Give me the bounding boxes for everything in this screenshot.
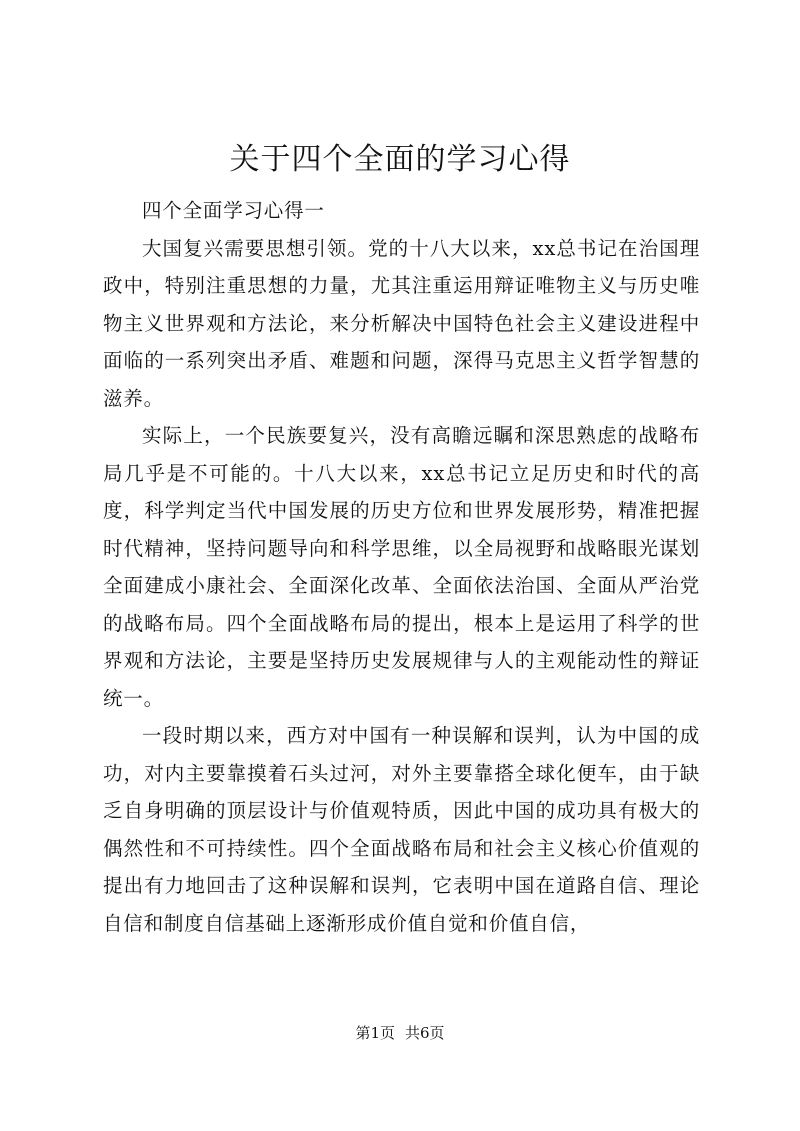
page-total: 共6页: [405, 1024, 445, 1042]
document-title: 关于四个全面的学习心得: [229, 142, 571, 177]
page-number: 第1页: [355, 1024, 395, 1042]
paragraph: 大国复兴需要思想引领。党的十八大以来，xx总书记在治国理政中，特别注重思想的力量，尤其注重运用辩证唯物主义与历史唯物主义世界观和方法论，来分析解决中国特色社会主义建设进程中面临的一系列突出矛盾、难题和问题，深得马克思主义哲学智慧的滋养。: [103, 236, 700, 410]
section-subtitle: 四个全面学习心得一: [142, 199, 325, 222]
paragraph: 一段时期以来，西方对中国有一种误解和误判，认为中国的成功，对内主要靠摸着石头过河，对外主要靠搭全球化便车，由于缺乏自身明确的顶层设计与价值观特质，因此中国的成功具有极大的偶然性和不可持续性。四个全面战略布局和社会主义核心价值观的提出有力地回击了这种误解和误判，它表明中国在道路自信、理论自信和制度自信基础上逐渐形成价值自觉和价值自信，: [103, 724, 700, 935]
paragraph: 实际上，一个民族要复兴，没有高瞻远瞩和深思熟虑的战略布局几乎是不可能的。十八大以来，xx总书记立足历史和时代的高度，科学判定当代中国发展的历史方位和世界发展形势，精准把握时代精神，坚持问题导向和科学思维，以全局视野和战略眼光谋划全面建成小康社会、全面深化改革、全面依法治国、全面从严治党的战略布局。四个全面战略布局的提出，根本上是运用了科学的世界观和方法论，主要是坚持历史发展规律与人的主观能动性的辩证统一。: [103, 424, 700, 710]
page-footer: [0, 1022, 800, 1044]
document-body: [103, 192, 700, 942]
